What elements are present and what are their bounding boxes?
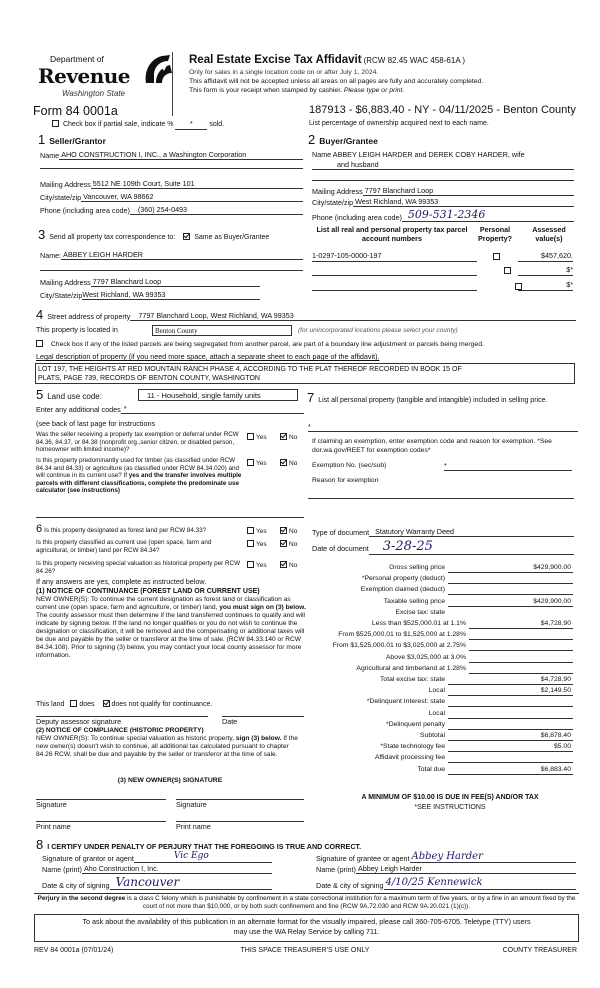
land-use-q2-yes[interactable] [247, 459, 267, 467]
seller-heading [38, 133, 106, 147]
designation-q3-no[interactable] [280, 561, 297, 569]
notice-continuance-bold: you must sign on (3) below. [219, 604, 306, 611]
revenue-wordmark: Revenue [38, 64, 130, 88]
deputy-date-label: Date [222, 717, 238, 726]
tax-row-value[interactable]: $429,900.00 [448, 597, 573, 607]
parcel-value-2[interactable]: $* [518, 265, 573, 276]
exemption-no-label: Exemption No. (sec/sub) [312, 462, 387, 469]
correspondence-city-value[interactable]: West Richland, WA 99353 [82, 291, 260, 300]
certify-statement-text: I CERTIFY UNDER PENALTY OF PERJURY THAT THE FOREGOING IS TRUE AND CORRECT. [47, 842, 362, 851]
parcel-personal-checkbox-1[interactable] [493, 253, 500, 260]
tax-row-label: Gross selling price [389, 564, 445, 571]
buyer-phone-label: Phone (including area code) [312, 212, 402, 222]
county-treasurer-label: COUNTY TREASURER [502, 947, 577, 954]
designation-q1-yes[interactable] [247, 527, 267, 535]
exemption-reason-label: Reason for exemption [312, 477, 379, 484]
yes-label: Yes [256, 541, 267, 548]
additional-codes-value[interactable]: * [121, 405, 304, 414]
segregated-label: Check box if any of the listed parcels are being segregated from another parcel, are part of a boundary line adjustment or parcels being merged. [50, 341, 484, 348]
notice-continuance-title: (1) NOTICE OF CONTINUANCE (FOREST LAND OR CURRENT USE) [36, 588, 260, 595]
document-date-label: Date of document [312, 543, 369, 553]
street-address-value[interactable]: 7797 Blanchard Loop, West Richland, WA 99353 [130, 312, 576, 321]
personal-property-value[interactable]: * [308, 422, 578, 432]
same-as-buyer-checkbox[interactable] [183, 233, 190, 240]
designation-q3-yes[interactable] [247, 561, 267, 569]
tax-row-value[interactable] [448, 574, 573, 584]
partial-sale-checkbox[interactable] [52, 120, 59, 127]
this-land-label: This land [36, 701, 65, 708]
buyer-name-line-1[interactable]: ABBEY LEIGH HARDER and DEREK COBY HARDER, wife [332, 150, 525, 159]
land-use-q1-no-checkbox[interactable] [280, 433, 287, 440]
tax-row-label: *Delinquent penalty [386, 721, 445, 728]
document-type-value[interactable]: Statutory Warranty Deed [369, 528, 574, 537]
tax-row-value[interactable] [469, 630, 573, 640]
does-not-qualify-checkbox[interactable] [103, 700, 110, 707]
owner-print-label-2: Print name [176, 822, 211, 831]
seller-phone-value[interactable]: (360) 254-0493 [130, 206, 303, 215]
does-qualify-checkbox[interactable] [70, 700, 77, 707]
correspondence-name-value[interactable]: ABBEY LEIGH HARDER [61, 251, 303, 260]
tax-row-value[interactable]: $6,883.40 [448, 765, 573, 775]
designation-q3-yes-checkbox[interactable] [247, 561, 254, 568]
section-6-number: 6 [36, 523, 43, 535]
form-number: Form 84 0001a [33, 104, 118, 118]
grantee-name-value[interactable]: Abbey Leigh Harder [356, 865, 576, 874]
designation-q2: Is this property classified as current use (open space, farm and agricultural, or timber) land per RCW 84.34? [36, 539, 212, 554]
ownership-note: List percentage of ownership acquired next to each name. [309, 120, 489, 127]
seller-name-value[interactable]: AHO CONSTRUCTION I, INC., a Washington Corporation [59, 151, 303, 160]
seller-mailing-field[interactable] [40, 180, 303, 189]
parcel-col-header-2: Personal Property? [478, 225, 512, 243]
if-yes-note: If any answers are yes, complete as instructed below. [36, 577, 207, 586]
parcel-col-header-1: List all real and personal property tax parcel account numbers [316, 225, 468, 243]
buyer-heading-text: Buyer/Grantee [319, 136, 378, 146]
buyer-city-label: City/state/zip [312, 198, 354, 207]
land-use-q1: Was the seller receiving a property tax exemption or deferral under RCW 84.36, 84.37, or 84.38 (nonprofit org.,senior citizen, or disabled person, homeowner with limited income)? [36, 431, 239, 454]
treasurer-use-label: THIS SPACE TREASURER'S USE ONLY [240, 947, 370, 954]
street-address-label: Street address of property [47, 311, 131, 321]
header-divider [172, 52, 173, 116]
notice-compliance [36, 727, 306, 759]
form-title-ref: (RCW 82.45 WAC 458-61A ) [363, 56, 466, 65]
exemption-reason-value[interactable] [308, 498, 574, 499]
grantor-name-label: Name (print) [42, 865, 82, 874]
correspondence-mailing-field[interactable] [40, 278, 260, 287]
designation-q2-no[interactable] [280, 540, 297, 548]
dor-logo [36, 53, 176, 101]
exemption-note: If claiming an exemption, enter exemption code and reason for exemption. *See dor.wa.gov/REET for exemption codes* [312, 438, 552, 454]
notice-continuance-text-c: The county assessor must then determine if the land transferred continues to qualify and will indicate by signing below. If the land no longer qualifies or you do not wish to continue the designation or classification, it will be removed and the compensating or additional taxes will be due and payable by the seller or transferor at the time of sale. (RCW 84.33.140 or RCW 84.34.108). Prior to signing (3) below, you may contact your local county assessor for more information. [36, 612, 306, 659]
notice-compliance-text-a: NEW OWNER(S): To continue special valuation as historic property, [36, 735, 235, 742]
this-land-row [36, 700, 212, 709]
notice-compliance-text-c: If the new owner(s) doesn't wish to continue, all additional tax calculated pursuant to chapter 84.26 RCW, shall be due and payable by the seller or transferor at the time of sale. [36, 735, 298, 758]
correspondence-name-field[interactable] [40, 251, 303, 260]
minimum-due-note: A MINIMUM OF $10.00 IS DUE IN FEE(S) AND/OR TAX [361, 794, 539, 801]
buyer-mailing-value[interactable]: 7797 Blanchard Loop [363, 187, 574, 196]
no-label: No [289, 541, 298, 548]
tax-row-label: *State technology fee [380, 743, 445, 750]
buyer-name-line-2[interactable]: and husband [337, 160, 379, 169]
tax-row-value[interactable] [448, 697, 573, 707]
seller-name-line-2[interactable] [40, 168, 303, 169]
dor-emblem-icon [142, 53, 174, 87]
tax-row-value[interactable] [469, 641, 573, 651]
designation-q1-yes-checkbox[interactable] [247, 527, 254, 534]
tax-row-value[interactable]: $5.00 [448, 742, 573, 752]
seller-city-value[interactable]: Vancouver, WA 98662 [81, 193, 303, 202]
seller-name-label: Name [40, 151, 60, 160]
buyer-mailing-field[interactable] [312, 187, 574, 196]
seller-mailing-value[interactable]: 5512 NE 109th Court, Suite 101 [91, 180, 303, 189]
land-use-label [36, 388, 102, 401]
no-label: No [289, 460, 298, 467]
document-type-label: Type of document [312, 528, 370, 537]
personal-property-label-text: List all personal property (tangible and intangible) included in selling price. [318, 397, 548, 404]
land-use-q1-yes-checkbox[interactable] [247, 433, 254, 440]
additional-codes-label: Enter any additional codes [36, 405, 121, 414]
revision-label: REV 84 0001a (07/01/24) [34, 947, 114, 954]
tax-row-label: Above $3,025,000 at 3.0% [385, 654, 466, 661]
county-select[interactable]: Benton County [152, 325, 292, 336]
tax-row-value[interactable] [448, 709, 573, 719]
yes-label: Yes [256, 528, 267, 535]
legal-description-line-1: LOT 197, THE HEIGHTS AT RED MOUNTAIN RANCH PHASE 4, ACCORDING TO THE PLAT THEREOF RECORDED IN BOOK 15 OF [38, 366, 462, 373]
buyer-heading [308, 133, 378, 147]
buyer-name-label: Name [312, 150, 332, 159]
buyer-city-value[interactable]: West Richland, WA 99353 [353, 198, 574, 207]
tax-row-value[interactable]: $429,900.00 [448, 563, 573, 573]
tax-row-label: Total excise tax: state [380, 676, 445, 683]
land-use-q1-no[interactable] [280, 433, 297, 441]
grantor-name-value[interactable]: Aho Construction I, Inc. [82, 865, 272, 874]
grantee-signature-field[interactable] [316, 851, 576, 863]
additional-codes-field[interactable] [36, 405, 304, 414]
located-in-label: This property is located in [36, 325, 118, 334]
buyer-mailing-label: Mailing Address [312, 187, 363, 196]
designation-q2-no-checkbox[interactable] [280, 540, 287, 547]
tax-row-value[interactable] [469, 653, 573, 663]
parcel-number-2[interactable] [312, 265, 477, 276]
see-instructions-note: *SEE INSTRUCTIONS [414, 804, 486, 811]
grantor-date-label: Date & city of signing [42, 880, 110, 890]
tax-row-value[interactable] [469, 664, 573, 674]
grantee-name-field[interactable] [316, 865, 576, 874]
new-owner-signature-title: (3) NEW OWNER(S) SIGNATURE [117, 777, 223, 784]
seller-name-field[interactable] [40, 151, 303, 160]
designation-q3: Is this property receiving special valuation as historical property per RCW 84.26? [36, 560, 241, 575]
parcel-number-1[interactable]: 1-0297-105-0000-197 [312, 251, 477, 262]
document-date-value[interactable]: 3-28-25 [369, 540, 574, 555]
land-use-q2-yes-checkbox[interactable] [247, 459, 254, 466]
correspondence-city-label: City/State/zip [40, 291, 83, 300]
perjury-notice [34, 893, 579, 911]
section-1-number: 1 [38, 132, 46, 147]
parcel-value-3[interactable]: $* [518, 280, 573, 291]
owner-print-label-1: Print name [36, 822, 71, 831]
tax-row-value[interactable]: $4,728.90 [448, 675, 573, 685]
tax-row-label: *Delinquent Interest: state [366, 698, 445, 705]
yes-label: Yes [256, 562, 267, 569]
land-use-q2-bold: yes and the transfer involves multiple parcels with different classifications, complete the predominate use calculator (see instructions) [36, 472, 242, 495]
tax-row-label: Local [428, 687, 445, 694]
buyer-name-line-3[interactable] [312, 180, 574, 181]
washington-state-text: Washington State [62, 89, 126, 98]
certify-statement [36, 838, 361, 851]
legal-description-line-2: PLATS, PAGE 739, RECORDS OF BENTON COUNTY, WASHINGTON [38, 375, 260, 382]
parcel-number-3[interactable] [312, 280, 477, 291]
tax-row-label: Subtotal [420, 732, 445, 739]
correspondence-city-field[interactable] [40, 291, 260, 300]
seller-phone-field[interactable] [40, 206, 303, 215]
cashier-stamp: 187913 - $6,883.40 - NY - 04/11/2025 - Benton County [309, 104, 576, 116]
tax-row-label: Less than $525,000.01 at 1.1% [371, 620, 466, 627]
header-note-3a: This form is your receipt when stamped by cashier. [189, 87, 342, 94]
no-label: No [289, 434, 298, 441]
notice-continuance [36, 588, 306, 660]
correspondence-heading [38, 228, 269, 242]
owner-signature-label-1: Signature [36, 800, 67, 809]
tax-row-label: Total due [417, 766, 445, 773]
same-as-buyer-label: Same as Buyer/Grantee [194, 234, 270, 241]
seller-heading-text: Seller/Grantor [49, 136, 106, 146]
segregated-row [36, 340, 484, 349]
land-use-label-text: Land use code: [47, 392, 102, 401]
grantor-date-field[interactable] [42, 876, 272, 890]
yes-label: Yes [256, 460, 267, 467]
designation-q2-yes[interactable] [247, 540, 267, 548]
section-7-number: 7 [307, 390, 315, 405]
county-note: (for unincorporated locations please select your county) [298, 327, 458, 334]
partial-sale-suffix: sold. [209, 121, 225, 128]
header-note-3b: Please type or print. [343, 87, 405, 94]
buyer-name-field[interactable] [312, 150, 582, 159]
see-back-note: (see back of last page for instructions [36, 419, 156, 428]
seller-city-field[interactable] [40, 193, 303, 202]
grantor-signature-label: Signature of grantor or agent [42, 853, 134, 863]
parcel-personal-checkbox-2[interactable] [504, 267, 511, 274]
owner-signature-label-2: Signature [176, 800, 207, 809]
deputy-signature-label: Deputy assessor signature [36, 717, 122, 726]
land-use-q1-yes[interactable] [247, 433, 267, 441]
document-date-field[interactable] [312, 540, 574, 555]
correspondence-mailing-value[interactable]: 7797 Blanchard Loop [91, 278, 260, 287]
seller-mailing-label: Mailing Address [40, 180, 91, 189]
tax-row-label: Taxable selling price [383, 598, 445, 605]
grantor-signature-field[interactable] [42, 851, 272, 863]
tax-row-label: Affidavit processing fee [374, 754, 445, 761]
tax-row-value[interactable]: $2,149.50 [448, 686, 573, 696]
section-3-number: 3 [38, 227, 46, 242]
section-4-number: 4 [36, 307, 44, 322]
grantee-signature-value[interactable]: Abbey Harder [410, 851, 576, 863]
tax-row-label: Exemption claimed (deduct) [360, 586, 445, 593]
designation-q2-yes-checkbox[interactable] [247, 540, 254, 547]
partial-sale-label: Check box if partial sale, indicate % [62, 121, 174, 128]
correspondence-mailing-label: Mailing Address [40, 278, 91, 287]
designation-q1-no[interactable] [280, 527, 297, 535]
designation-q3-no-checkbox[interactable] [280, 561, 287, 568]
land-use-q2-text: Is this property predominantly used for timber (as classified under RCW 84.34 and 84.33) or agriculture (as classified under RCW 84.34.020) and will continue in its current use? If [36, 457, 240, 480]
parcel-col-header-3: Assessed value(s) [532, 225, 566, 243]
tax-row-label: Local [428, 710, 445, 717]
land-use-q2-no-checkbox[interactable] [280, 459, 287, 466]
street-address-field[interactable] [36, 308, 576, 321]
tax-row-value[interactable]: $6,878.40 [448, 731, 573, 741]
legal-description-box[interactable] [35, 363, 575, 384]
notice-continuance-text-a: NEW OWNER(S): To continue the current designation as forest land or classification as current use (open space, farm and agriculture, or timber) land, [36, 596, 291, 611]
header-note-3 [189, 87, 404, 95]
yes-label: Yes [256, 434, 267, 441]
does-label: does [79, 701, 95, 708]
partial-sale-percent[interactable]: * [175, 121, 207, 130]
section-5-number: 5 [36, 387, 44, 402]
grantee-date-value[interactable]: 4/10/25 Kennewick [384, 877, 576, 890]
grantor-name-field[interactable] [42, 865, 272, 874]
designation-q1-no-checkbox[interactable] [280, 527, 287, 534]
correspondence-name-label: Name: [40, 251, 62, 260]
tax-row-value[interactable] [448, 720, 573, 730]
land-use-q2-no[interactable] [280, 459, 297, 467]
dept-of-text: Department of [50, 54, 104, 64]
accessibility-box: To ask about the availability of this publication in an alternate format for the visually impaired, please call 360-705-6705. Teletype (TTY) users may use the WA Relay Service by calling 711. [34, 914, 579, 942]
grantor-date-value[interactable]: Vancouver [110, 876, 272, 890]
section-2-number: 2 [308, 132, 316, 147]
grantee-date-label: Date & city of signing [316, 880, 384, 890]
designation-q1-text: Is this property designated as forest land per RCW 84.33? [44, 527, 207, 534]
header-note-2: This affidavit will not be accepted unless all areas on all pages are fully and accurately completed. [189, 78, 484, 85]
perjury-text: is a class C felony which is punishable by confinement in a state correctional institution for a maximum term of five years, or by a fine in an amount fixed by the court of not more than $10,000, or by both such confinement and fine (RCW 9A.72.030 and RCW 9A.20.021 (1)(c)). [127, 895, 576, 910]
legal-description-label: Legal description of property (if you need more space, attach a separate sheet to each page of the affidavit). [36, 352, 380, 361]
tax-row-label: From $525,000.01 to $1,525,000 at 1.28% [338, 631, 466, 638]
tax-row-label: Excise tax: state [395, 609, 445, 616]
tax-row-label: Agricultural and timberland at 1.28% [356, 665, 466, 672]
segregated-checkbox[interactable] [36, 340, 43, 347]
perjury-bold: Perjury in the second degree [37, 895, 126, 902]
buyer-city-field[interactable] [312, 198, 574, 207]
buyer-phone-value[interactable]: 509-531-2346 [402, 209, 574, 222]
notice-compliance-title: (2) NOTICE OF COMPLIANCE (HISTORIC PROPERTY) [36, 727, 204, 734]
tax-row-label: *Personal property (deduct) [361, 575, 445, 582]
correspondence-label: Send all property tax correspondence to: [49, 234, 176, 241]
does-not-label: does not qualify for continuance. [111, 701, 213, 708]
form-title-block [189, 54, 465, 67]
tax-row-value[interactable] [448, 585, 573, 595]
seller-city-label: City/state/zip [40, 193, 82, 202]
header-note-1: Only for sales in a single location code on or after July 1, 2024. [189, 69, 379, 76]
land-use-q2 [36, 457, 244, 495]
parcel-value-1[interactable]: $457,620. [518, 251, 573, 262]
partial-sale-row [52, 120, 224, 130]
personal-property-label [307, 391, 579, 405]
grantee-name-label: Name (print) [316, 865, 356, 874]
no-label: No [289, 528, 298, 535]
exemption-no-value[interactable]: * [444, 461, 572, 471]
designation-q1 [36, 524, 246, 535]
grantor-signature-value[interactable]: Vic Ego [134, 851, 272, 863]
notice-compliance-bold: sign (3) below. [235, 735, 282, 742]
document-type-field[interactable] [312, 528, 574, 537]
land-use-code-select[interactable]: 11 - Household, single family units [138, 389, 298, 401]
correspondence-name-line-2[interactable] [40, 270, 303, 271]
tax-row-value[interactable]: $4,728.90 [469, 619, 573, 629]
buyer-phone-field[interactable] [312, 209, 574, 222]
land-use-divider [36, 517, 304, 518]
section-8-number: 8 [36, 837, 44, 852]
tax-row-value[interactable] [448, 753, 573, 763]
seller-phone-label: Phone (including area code) [40, 206, 130, 215]
no-label: No [289, 562, 298, 569]
grantee-signature-label: Signature of grantee or agent [316, 853, 410, 863]
tax-row-label: From $1,525,000.01 to $3,025,000 at 2.75% [332, 642, 466, 649]
form-title: Real Estate Excise Tax Affidavit [189, 54, 362, 66]
buyer-name-line-2-field[interactable] [312, 160, 574, 170]
grantee-date-field[interactable] [316, 877, 576, 890]
